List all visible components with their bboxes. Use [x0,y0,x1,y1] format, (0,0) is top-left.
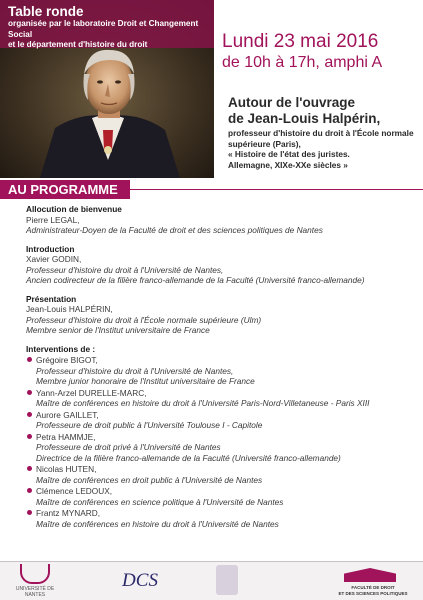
speaker-name: Jean-Louis HALPÉRIN, [26,304,113,314]
speaker-role: Membre senior de l'Institut universitaire de France [26,325,210,335]
speaker-role: Administrateur-Doyen de la Faculté de droit et des sciences politiques de Nantes [26,225,323,235]
speaker-name: Yann-Arzel DURELLE-MARC, [36,387,147,398]
author-role-2: supérieure (Paris), [228,138,301,149]
speaker-role: Professeure de droit public à l'Université Toulouse I - Capitole [36,420,263,430]
section-title: Introduction [26,243,75,254]
program-content [26,204,418,530]
faculte-droit-logo [338,564,418,598]
section-presentation [26,294,418,336]
organizers-line-1: organisée par le laboratoire Droit et Changement Social [8,19,199,39]
event-date: Lundi 23 mai 2016 [222,31,379,52]
speaker-name: Frantz MYNARD, [36,508,101,518]
speaker-role: Professeur d'histoire du droit à l'École normale supérieure (Ulm) [26,314,262,325]
bullet-icon [27,390,32,395]
nantes-mark-icon [20,564,50,584]
speaker-role: Membre junior honoraire de l'Institut universitaire de France [36,376,255,386]
histoire-droit-logo [216,565,292,597]
speaker-item [26,464,418,485]
logo-text [338,585,408,596]
section-title: Présentation [26,293,77,304]
speaker-item [26,486,418,507]
speaker-role: Directrice de la filière franco-allemande de la Faculté (Université franco-allemande) [36,452,341,463]
dcs-logo: DCS [122,570,158,591]
bullet-icon [27,466,32,471]
speaker-role: Ancien codirecteur de la filière franco-allemande de la Faculté (Université franco-allemande) [26,275,365,285]
program-divider [130,189,423,190]
section-welcome [26,204,418,236]
speaker-role: Professeur d'histoire du droit à l'Université de Nantes, [26,264,224,275]
bullet-icon [27,488,32,493]
program-heading-text: AU PROGRAMME [8,182,118,197]
event-time-place: de 10h à 17h, amphi A [222,54,383,71]
section-introduction [26,244,418,286]
speaker-item [26,388,418,409]
speaker-item [26,410,418,431]
author-role-1: professeur d'histoire du droit à l'École normale [228,128,414,138]
book-heading-2: de Jean-Louis Halpérin, [228,111,381,126]
speaker-name: Aurore GAILLET, [36,409,99,420]
section-title: Interventions de : [26,343,96,354]
speaker-name: Petra HAMMJE, [36,431,96,442]
speaker-role: Professeur d'histoire du droit à l'Université de Nantes, [36,365,234,376]
bullet-icon [27,434,32,439]
speaker-name: Pierre LEGAL, [26,214,80,225]
book-heading-1: Autour de l'ouvrage [228,95,355,110]
building-icon [344,568,396,582]
speaker-item [26,508,418,529]
speaker-role: Maître de conférences en histoire du droit à l'Université de Nantes [36,518,279,529]
speaker-role: Professeure de droit privé à l'Université de Nantes [36,442,221,452]
logo-text-line-1: FACULTÉ DE DROIT [351,585,395,590]
logo-text: UNIVERSITÉ DE NANTES [15,586,55,598]
speaker-name: Clémence LEDOUX, [36,486,113,496]
speaker-name: Grégoire BIGOT, [36,355,98,365]
speaker-name: Xavier GODIN, [26,254,82,264]
section-interventions [26,344,418,530]
bullet-icon [27,357,32,362]
speaker-item [26,355,418,387]
program-heading [0,180,130,199]
organizers-line-2: et le département d'histoire du droit [8,40,148,49]
logo-text-line-2: ET DES SCIENCES POLITIQUES [338,590,408,596]
speaker-role: Maître de conférences en histoire du droit à l'Université Paris-Nord-Villetaneuse - Paris XIII [36,398,370,408]
date-block [222,30,422,73]
title-box [0,0,214,48]
speaker-role: Maître de conférences en droit public à l'Université de Nantes [36,474,263,485]
universite-nantes-logo [8,564,62,598]
bullet-icon [27,510,32,515]
book-title-2: Allemagne, XIXe-XXe siècles » [228,159,348,170]
speaker-name: Nicolas HUTEN, [36,464,97,474]
event-title: Table ronde [8,4,84,19]
histoire-mark-icon [216,565,238,595]
section-title: Allocution de bienvenue [26,204,122,214]
book-title-1: « Histoire de l'état des juristes. [228,149,350,159]
book-info [228,95,420,170]
speaker-role: Maître de conférences en science politique à l'Université de Nantes [36,496,284,507]
bullet-icon [27,412,32,417]
speaker-item [26,432,418,464]
